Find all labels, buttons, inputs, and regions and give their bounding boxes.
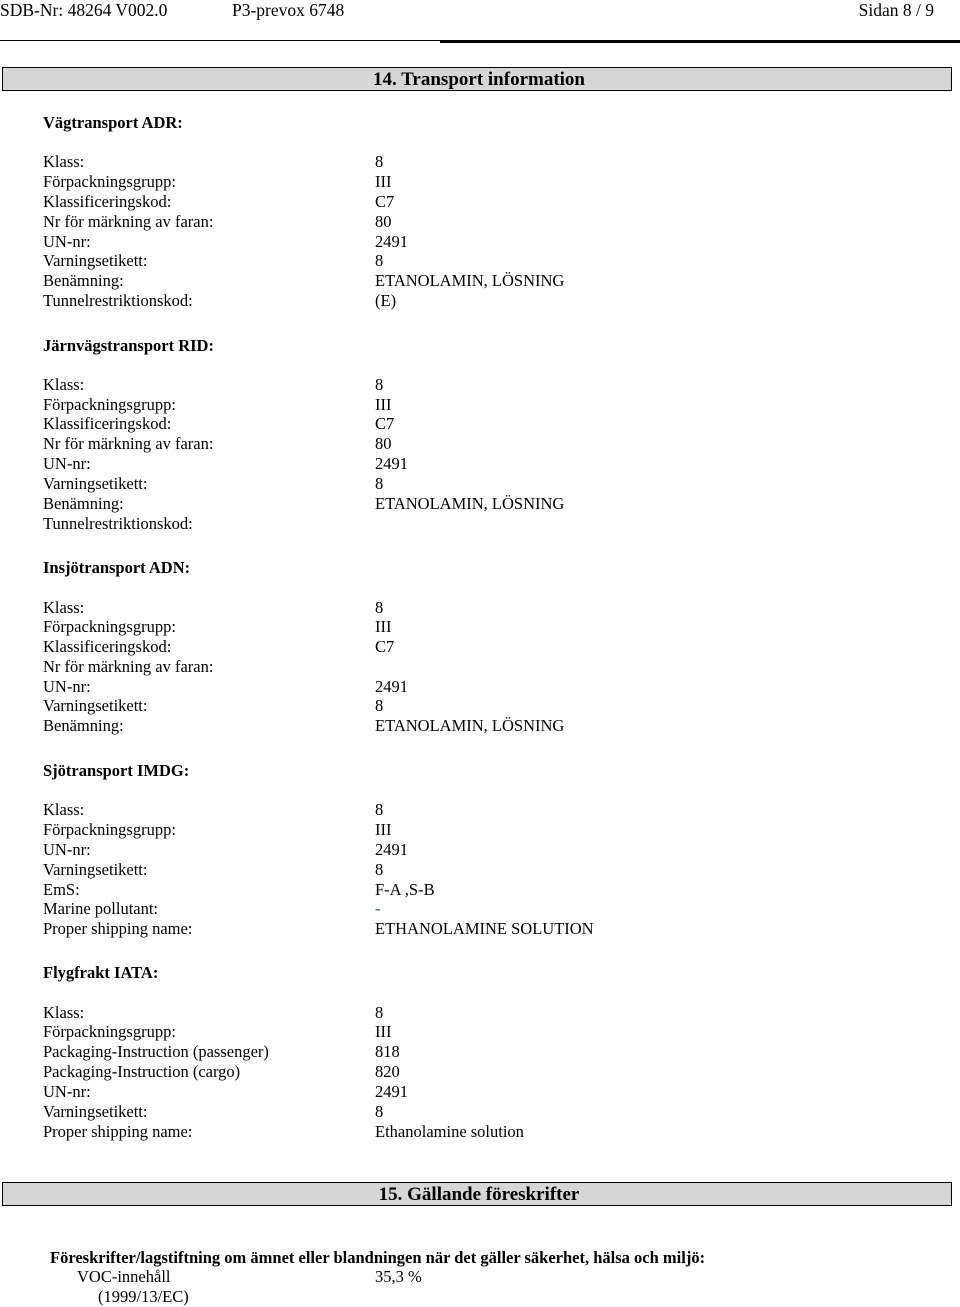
iata-row-packing-group	[43, 1022, 923, 1042]
row-label: Förpackningsgrupp:	[43, 820, 176, 839]
row-label: Klassificeringskod:	[43, 414, 172, 433]
row-label: Nr för märkning av faran:	[43, 434, 214, 453]
row-label: Nr för märkning av faran:	[43, 212, 214, 231]
imdg-row-un-number	[43, 840, 923, 860]
row-value: -	[375, 899, 381, 918]
page-header	[0, 0, 960, 22]
adr-row-warning-label	[43, 251, 923, 271]
row-value: 80	[375, 212, 392, 231]
adn-row-warning-label	[43, 696, 923, 716]
row-value: 8	[375, 152, 384, 171]
section-14-title: 14. Transport information	[373, 69, 585, 90]
row-value: 2491	[375, 677, 408, 696]
adn-row-designation	[43, 716, 923, 736]
row-label: Proper shipping name:	[43, 919, 193, 938]
row-label: Klass:	[43, 598, 85, 617]
row-value: III	[375, 395, 392, 414]
rid-row-packing-group	[43, 395, 923, 415]
row-value: 2491	[375, 232, 408, 251]
regulations-heading: Föreskrifter/lagstiftning om ämnet eller blandningen när det gäller säkerhet, hälsa och miljö:	[50, 1248, 706, 1267]
row-value: C7	[375, 414, 395, 433]
adr-row-packing-group	[43, 172, 923, 192]
row-label: Klass:	[43, 800, 85, 819]
iata-row-warning-label	[43, 1102, 923, 1122]
row-label: Benämning:	[43, 494, 124, 513]
imdg-row-shipping-name	[43, 919, 923, 939]
row-value: 2491	[375, 454, 408, 473]
imdg-row-ems	[43, 880, 923, 900]
row-value: 8	[375, 1003, 384, 1022]
row-label: Varningsetikett:	[43, 696, 148, 715]
row-label: Benämning:	[43, 271, 124, 290]
adr-row-klass	[43, 152, 923, 172]
row-label: Klass:	[43, 1003, 85, 1022]
adr-row-hazard-number	[43, 212, 923, 232]
row-value: Ethanolamine solution	[375, 1122, 524, 1141]
adn-row-classification-code	[43, 637, 923, 657]
row-value: ETANOLAMIN, LÖSNING	[375, 271, 565, 290]
iata-row-packaging-passenger	[43, 1042, 923, 1062]
voc-directive: (1999/13/EC)	[98, 1287, 189, 1306]
row-label: Packaging-Instruction (passenger)	[43, 1042, 269, 1061]
rid-row-classification-code	[43, 414, 923, 434]
iata-row-packaging-cargo	[43, 1062, 923, 1082]
row-label: UN-nr:	[43, 454, 91, 473]
row-value: 8	[375, 800, 384, 819]
rid-heading: Järnvägstransport RID:	[43, 336, 214, 355]
rid-row-warning-label	[43, 474, 923, 494]
row-label: Förpackningsgrupp:	[43, 172, 176, 191]
row-value: 8	[375, 860, 384, 879]
row-label: Proper shipping name:	[43, 1122, 193, 1141]
adn-heading: Insjötransport ADN:	[43, 558, 191, 577]
row-value: III	[375, 172, 392, 191]
rid-row-un-number	[43, 454, 923, 474]
row-value: (E)	[375, 291, 397, 310]
rid-row-hazard-number	[43, 434, 923, 454]
imdg-heading: Sjötransport IMDG:	[43, 761, 190, 780]
imdg-row-klass	[43, 800, 923, 820]
row-label: Klass:	[43, 152, 85, 171]
row-value: ETANOLAMIN, LÖSNING	[375, 494, 565, 513]
adn-row-klass	[43, 598, 923, 618]
section-15-title: 15. Gällande föreskrifter	[378, 1184, 580, 1205]
row-value: III	[375, 617, 392, 636]
header-rule-thick	[440, 41, 960, 43]
row-label: UN-nr:	[43, 232, 91, 251]
row-label: Klass:	[43, 375, 85, 394]
row-label: Benämning:	[43, 716, 124, 735]
rid-row-tunnel-code	[43, 514, 923, 534]
iata-row-un-number	[43, 1082, 923, 1102]
voc-label: VOC-innehåll	[77, 1267, 171, 1286]
row-label: Nr för märkning av faran:	[43, 657, 214, 676]
row-label: Marine pollutant:	[43, 899, 159, 918]
adn-row-packing-group	[43, 617, 923, 637]
row-label: Klassificeringskod:	[43, 637, 172, 656]
row-value: 2491	[375, 840, 408, 859]
row-label: Förpackningsgrupp:	[43, 1022, 176, 1041]
section-14-title-bar	[2, 67, 952, 91]
row-label: Varningsetikett:	[43, 251, 148, 270]
row-value: C7	[375, 637, 395, 656]
row-label: Packaging-Instruction (cargo)	[43, 1062, 241, 1081]
row-value: 8	[375, 251, 384, 270]
sdb-number: SDB-Nr: 48264 V002.0	[0, 0, 168, 20]
voc-value: 35,3 %	[375, 1267, 422, 1286]
iata-heading: Flygfrakt IATA:	[43, 963, 159, 982]
row-label: Varningsetikett:	[43, 474, 148, 493]
imdg-row-packing-group	[43, 820, 923, 840]
row-value: 8	[375, 474, 384, 493]
row-value: III	[375, 820, 392, 839]
rid-row-klass	[43, 375, 923, 395]
section-15-title-bar	[2, 1182, 952, 1206]
row-value: 8	[375, 1102, 384, 1121]
row-value: 818	[375, 1042, 400, 1061]
row-label: UN-nr:	[43, 677, 91, 696]
row-value: 820	[375, 1062, 400, 1081]
row-value: F-A ,S-B	[375, 880, 435, 899]
row-label: Förpackningsgrupp:	[43, 617, 176, 636]
row-value: 8	[375, 598, 384, 617]
row-label: Klassificeringskod:	[43, 192, 172, 211]
row-value: 80	[375, 434, 392, 453]
row-value: III	[375, 1022, 392, 1041]
adr-row-un-number	[43, 232, 923, 252]
adr-heading: Vägtransport ADR:	[43, 113, 183, 132]
row-value: 8	[375, 375, 384, 394]
row-value: ETANOLAMIN, LÖSNING	[375, 716, 565, 735]
adr-row-tunnel-code	[43, 291, 923, 311]
iata-row-shipping-name	[43, 1122, 923, 1142]
row-value: C7	[375, 192, 395, 211]
row-label: EmS:	[43, 880, 80, 899]
row-label: Tunnelrestriktionskod:	[43, 291, 193, 310]
row-label: Tunnelrestriktionskod:	[43, 514, 193, 533]
row-value: ETHANOLAMINE SOLUTION	[375, 919, 594, 938]
adn-row-hazard-number	[43, 657, 923, 677]
imdg-row-warning-label	[43, 860, 923, 880]
row-label: UN-nr:	[43, 1082, 91, 1101]
imdg-row-marine-pollutant	[43, 899, 923, 919]
adr-row-classification-code	[43, 192, 923, 212]
rid-row-designation	[43, 494, 923, 514]
row-label: UN-nr:	[43, 840, 91, 859]
row-value: 8	[375, 696, 384, 715]
row-label: Varningsetikett:	[43, 1102, 148, 1121]
row-value: 2491	[375, 1082, 408, 1101]
row-label: Varningsetikett:	[43, 860, 148, 879]
page-number: Sidan 8 / 9	[858, 0, 934, 20]
adn-row-un-number	[43, 677, 923, 697]
product-name: P3-prevox 6748	[232, 0, 345, 20]
iata-row-klass	[43, 1003, 923, 1023]
row-label: Förpackningsgrupp:	[43, 395, 176, 414]
adr-row-designation	[43, 271, 923, 291]
